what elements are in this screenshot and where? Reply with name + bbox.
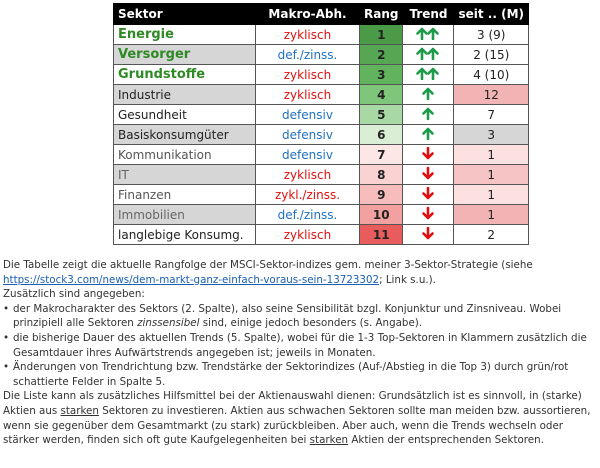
header-seit: seit .. (M) [454,4,529,25]
cell-makro: defensiv [256,145,360,165]
cell-seit: 3 [454,125,529,145]
cell-rang: 1 [360,25,403,45]
arrow-up-icon [422,127,434,140]
double-arrow-up-icon [416,67,440,80]
header-sektor: Sektor [114,4,256,25]
list-item: • Änderungen von Trendrichtung bzw. Trendstärke der Sektorindizes (Auf-/Abstieg in die Top 3) durch grün/rot schattierte Felder in Spalte 5. [3,360,597,389]
cell-sektor: IT [114,165,256,185]
cell-seit: 1 [454,205,529,225]
cell-sektor: Finanzen [114,185,256,205]
cell-makro: zykl./zinss. [256,185,360,205]
table-row [114,125,529,145]
cell-seit: 12 [454,85,529,105]
cell-makro: zyklisch [256,165,360,185]
cell-makro: zyklisch [256,65,360,85]
cell-rang: 2 [360,45,403,65]
cell-trend [403,185,454,205]
cell-sektor: Immobilien [114,205,256,225]
additional-info-heading: Zusätzlich sind angegeben: [3,288,145,301]
cell-rang: 8 [360,165,403,185]
cell-rang: 3 [360,65,403,85]
cell-seit: 7 [454,105,529,125]
intro-paragraph: Die Tabelle zeigt die aktuelle Rangfolge der MSCI-Sektor-indizes gem. meiner 3-Sektor-Strategie (siehe https://stock3.com/news/dem-markt-ganz-einfach-voraus-sein-13723302; Link s.u.). [3,259,533,286]
arrow-down-icon [422,207,434,220]
header-trend: Trend [403,4,454,25]
cell-seit: 2 (15) [454,45,529,65]
cell-trend [403,125,454,145]
table-row [114,205,529,225]
cell-rang: 7 [360,145,403,165]
header-makro: Makro-Abh. [256,4,360,25]
double-arrow-up-icon [416,47,440,60]
cell-rang: 4 [360,85,403,105]
cell-rang: 6 [360,125,403,145]
cell-sektor: Energie [114,25,256,45]
cell-makro: def./zinss. [256,45,360,65]
table-body [114,25,529,245]
table-row [114,105,529,125]
cell-trend [403,105,454,125]
cell-rang: 10 [360,205,403,225]
arrow-down-icon [422,167,434,180]
list-item: • die bisherige Dauer des aktuellen Trends (5. Spalte), wobei für die 1-3 Top-Sektoren in Klammern zusätzlich die Gesamtdauer ihres Aufwärtstrends angegeben ist; jeweils in Monaten. [3,331,597,360]
cell-sektor: Gesundheit [114,105,256,125]
cell-makro: zyklisch [256,25,360,45]
table-row [114,225,529,245]
cell-makro: def./zinss. [256,205,360,225]
cell-seit: 1 [454,145,529,165]
cell-rang: 9 [360,185,403,205]
table-row [114,165,529,185]
list-item: • der Makrocharakter des Sektors (2. Spalte), also seine Sensibilität bzgl. Konjunktur und Zinsniveau. Wobei prinzipiell alle Sektoren zinssensibel sind, einige jedoch besonders (s. Angabe). [3,302,597,331]
cell-trend [403,225,454,245]
cell-sektor: Grundstoffe [114,65,256,85]
table-row [114,185,529,205]
table-row [114,85,529,105]
cell-sektor: Versorger [114,45,256,65]
cell-trend [403,65,454,85]
table-row [114,145,529,165]
cell-trend [403,25,454,45]
cell-seit: 2 [454,225,529,245]
strategy-link[interactable]: https://stock3.com/news/dem-markt-ganz-einfach-voraus-sein-13723302 [3,273,380,286]
cell-seit: 4 (10) [454,65,529,85]
arrow-up-icon [422,107,434,120]
cell-trend [403,205,454,225]
table-row [114,25,529,45]
cell-seit: 3 (9) [454,25,529,45]
cell-sektor: langlebige Konsumg. [114,225,256,245]
table-header-row [114,4,529,25]
cell-sektor: Industrie [114,85,256,105]
cell-makro: zyklisch [256,85,360,105]
cell-trend [403,165,454,185]
usage-paragraph: Die Liste kann als zusätzliches Hilfsmittel bei der Aktienauswahl dienen: Grundsätzlich ist es sinnvoll, in (starke) Aktien aus starken Sektoren zu investieren. Aktien aus schwachen Sektoren sollte man meiden bzw. aussortieren, wenn sie gegenüber dem Gesamtmarkt (zu stark) zurückbleiben. Aber auch, wenn die Trends wechseln oder stärker werden, finden sich oft gute Kaufgelegenheiten bei starken Aktien der entsprechenden Sektoren. [3,390,591,447]
cell-sektor: Basiskonsumgüter [114,125,256,145]
arrow-up-icon [422,87,434,100]
arrow-down-icon [422,227,434,240]
cell-makro: defensiv [256,105,360,125]
cell-trend [403,145,454,165]
cell-seit: 1 [454,165,529,185]
header-rang: Rang [360,4,403,25]
double-arrow-up-icon [416,27,440,40]
sector-ranking-table [113,3,529,245]
arrow-down-icon [422,187,434,200]
arrow-down-icon [422,147,434,160]
cell-makro: defensiv [256,125,360,145]
cell-sektor: Kommunikation [114,145,256,165]
cell-seit: 1 [454,185,529,205]
cell-trend [403,85,454,105]
info-list [3,302,597,390]
cell-trend [403,45,454,65]
cell-makro: zyklisch [256,225,360,245]
cell-rang: 11 [360,225,403,245]
table-row [114,45,529,65]
table-row [114,65,529,85]
cell-rang: 5 [360,105,403,125]
description-text [3,258,597,448]
